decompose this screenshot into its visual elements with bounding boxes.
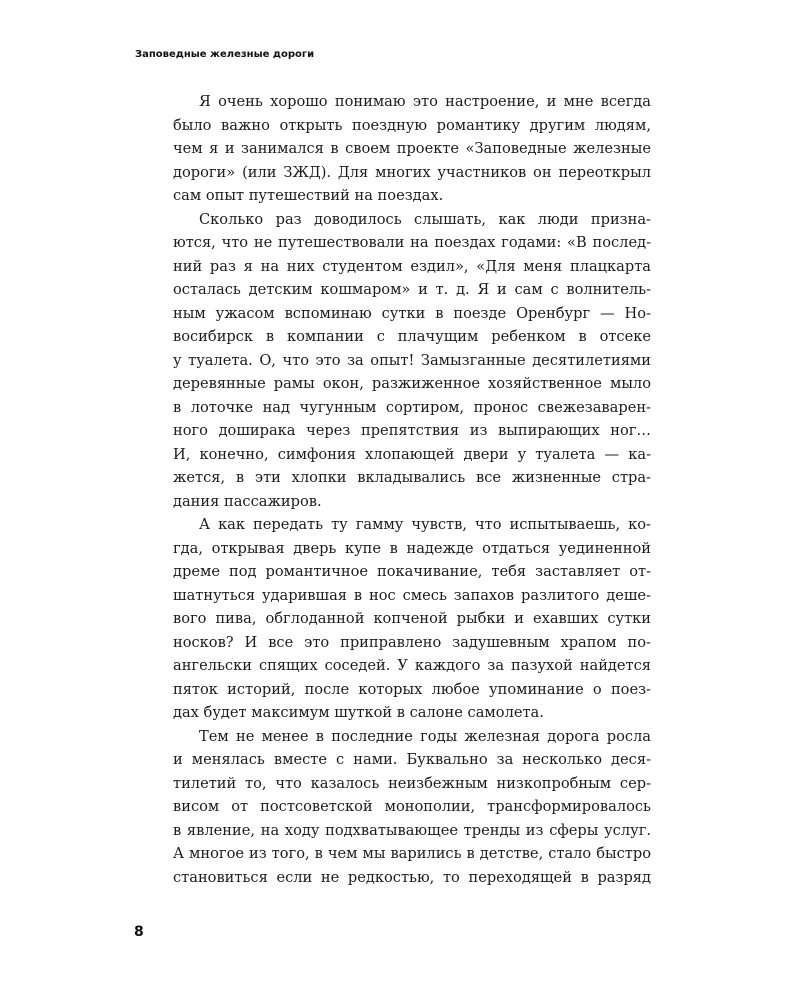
text-line: Я очень хорошо понимаю это настроение, и мне всегда	[199, 93, 651, 110]
text-line: и менялась вместе с нами. Буквально за несколько деся-	[173, 751, 651, 768]
text-line: вого пива, обглоданной копченой рыбки и ехавших сутки	[173, 610, 651, 627]
text-line: дах будет максимум шуткой в салоне самолета.	[173, 704, 544, 721]
text-line: ным ужасом вспоминаю сутки в поезде Оренбург — Но-	[173, 304, 651, 322]
text-line: ний раз я на них студентом ездил», «Для меня плацкарта	[173, 257, 651, 275]
text-line: восибирск в компании с плачущим ребенком в отсеке	[173, 328, 651, 345]
text-line: Тем не менее в последние годы железная дорога росла	[199, 727, 651, 745]
text-line: дороги» (или ЗЖД). Для многих участников он переоткрыл	[173, 163, 651, 181]
text-line: дания пассажиров.	[173, 492, 322, 510]
text-line: А многое из того, в чем мы варились в детстве, стало быстро	[173, 845, 651, 862]
page-number: 8	[134, 924, 144, 940]
text-line: И, конечно, симфония хлопающей двери у туалета — ка-	[173, 445, 651, 463]
text-line: гда, открывая дверь купе в надежде отдаться уединенной	[173, 539, 651, 557]
text-line: у туалета. О, что это за опыт! Замызганные десятилетиями	[173, 351, 651, 369]
body-text	[173, 90, 651, 889]
text-line: сам опыт путешествий на поездах.	[173, 187, 444, 204]
text-line: жется, в эти хлопки вкладывались все жизненные стра-	[173, 469, 651, 486]
text-line: становиться если не редкостью, то переходящей в разряд	[173, 868, 651, 886]
text-line: чем я и занимался в своем проекте «Заповедные железные	[173, 140, 651, 157]
text-line: осталась детским кошмаром» и т. д. Я и сам с волнитель-	[173, 281, 651, 298]
text-line: дреме под романтичное покачивание, тебя заставляет от-	[173, 563, 651, 580]
text-line: в явление, на ходу подхватывающее тренды из сферы услуг.	[173, 821, 651, 839]
text-line: тилетий то, что казалось неизбежным низкопробным сер-	[173, 774, 651, 792]
text-line: ного доширака через препятствия из выпирающих ног…	[173, 422, 651, 439]
text-line: ются, что не путешествовали на поездах годами: «В послед-	[173, 234, 651, 251]
text-line: висом от постсоветской монополии, трансформировалось	[173, 798, 651, 815]
text-line: носков? И все это приправлено задушевным храпом по-	[173, 633, 651, 651]
text-line: А как передать ту гамму чувств, что испытываешь, ко-	[199, 516, 651, 533]
text-line: в лоточке над чугунным сортиром, пронос свежезаварен-	[173, 398, 651, 416]
text-line: было важно открыть поездную романтику другим людям,	[173, 116, 651, 134]
text-line: деревянные рамы окон, разжиженное хозяйственное мыло	[173, 375, 651, 392]
text-line: пяток историй, после которых любое упоминание о поез-	[173, 680, 651, 698]
running-header-title: Заповедные железные дороги	[135, 49, 315, 60]
text-line: Сколько раз доводилось слышать, как люди призна-	[199, 210, 651, 228]
text-line: ангельски спящих соседей. У каждого за пазухой найдется	[173, 657, 651, 674]
text-line: шатнуться ударившая в нос смесь запахов разлитого деше-	[173, 586, 651, 604]
